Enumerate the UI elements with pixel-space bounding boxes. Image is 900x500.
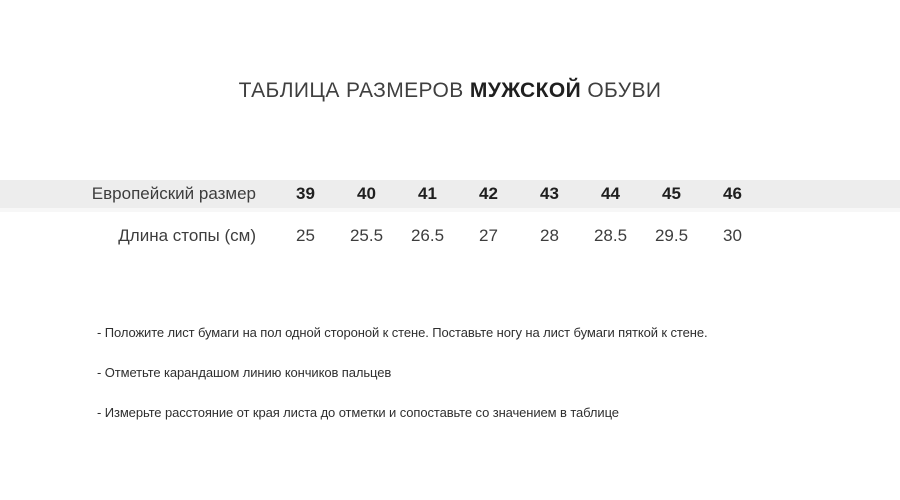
foot-length-label: Длина стопы (см) [118,226,256,245]
length-cell: 29.5 [654,226,689,245]
instruction-line: - Отметьте карандашом линию кончиков пальцев [97,365,392,380]
size-cell: 41 [418,184,437,203]
length-cell: 27 [479,226,498,245]
length-cell: 26.5 [410,226,445,245]
length-cell: 30 [723,226,742,245]
length-cell: 28 [540,226,559,245]
size-table [0,180,900,252]
length-cell: 25 [296,226,315,245]
instruction-line: - Измерьте расстояние от края листа до отметки и сопоставьте со значением в таблице [97,405,619,420]
table-header-row [0,180,900,212]
length-cell: 28.5 [593,226,628,245]
length-cell: 25.5 [349,226,384,245]
size-cell: 40 [357,184,376,203]
size-cell: 42 [479,184,498,203]
page-title-suffix: ОБУВИ [581,79,662,102]
table-values-row [0,220,900,252]
instruction-line: - Положите лист бумаги на пол одной стороной к стене. Поставьте ногу на лист бумаги пяткой к стене. [97,325,708,340]
page-title-prefix: ТАБЛИЦА РАЗМЕРОВ [238,79,470,102]
size-cell: 45 [662,184,681,203]
measurement-instructions [97,326,877,446]
size-cell: 39 [296,184,315,203]
page-title [0,79,900,103]
page-title-highlight: МУЖСКОЙ [469,79,582,102]
size-cell: 46 [723,184,742,203]
size-cell: 44 [601,184,620,203]
size-cell: 43 [540,184,559,203]
european-size-label: Европейский размер [91,184,256,203]
